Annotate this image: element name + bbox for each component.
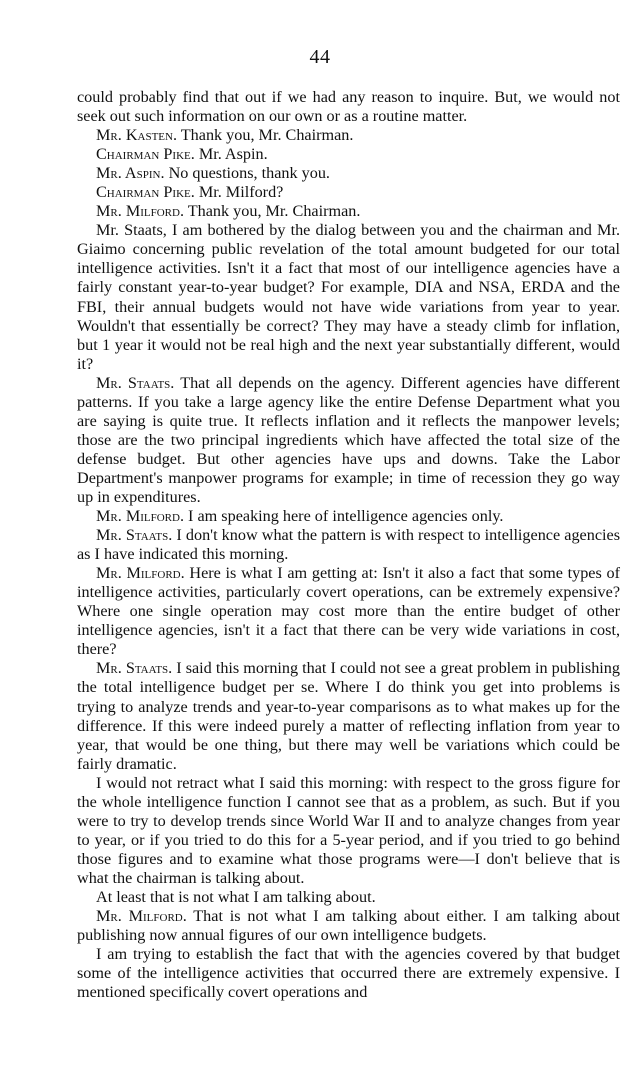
paragraph bbox=[77, 374, 620, 507]
speaker-name: Mr. Milford . bbox=[96, 907, 193, 925]
paragraph bbox=[77, 202, 620, 221]
speaker-name: Mr. Aspin . bbox=[96, 164, 169, 182]
paragraph-text: Thank you, Mr. Chairman. bbox=[180, 126, 354, 145]
paragraph-text: I said this morning that I could not see a great problem in publishing the total intelligence budget per se. Where I do think you get into problems is trying to analyze trends and year-to-year comparisons as to what makes up for the difference. If this were indeed purely a matter of reflecting inflation from year to year, that would be one thing, but there may well be variations which could be fairly dramatic. bbox=[77, 659, 620, 773]
paragraph-text: Mr. Staats, I am bothered by the dialog between you and the chairman and Mr. Giaimo concerning public revelation of the total amount budgeted for our total intelligence activities. Isn't it a fact that most of our intelligence agencies have a fairly constant year-to-year budget? For example, DIA and NSA, ERDA and the FBI, their annual budgets would not have wide variations from year to year. Wouldn't that essentially be correct? They may have a steady climb for inflation, but 1 year it would not be real high and the next year substantially different, would it? bbox=[77, 221, 620, 373]
paragraph bbox=[77, 774, 620, 888]
speaker-name: Mr. Staats . bbox=[96, 526, 176, 544]
paragraph bbox=[77, 221, 620, 373]
paragraph bbox=[77, 145, 620, 164]
paragraph bbox=[77, 526, 620, 564]
paragraph bbox=[77, 126, 620, 145]
paragraph bbox=[77, 164, 620, 183]
speaker-name: Chairman Pike . bbox=[96, 145, 199, 163]
paragraph bbox=[77, 945, 620, 1002]
paragraph bbox=[77, 183, 620, 202]
paragraph-text: I am speaking here of intelligence agencies only. bbox=[188, 507, 504, 526]
paragraph-text: I would not retract what I said this morning: with respect to the gross figure for the whole intelligence function I cannot see that as a problem, as such. But if you were to try to develop trends since World War II and to analyze changes from year to year, or if you tried to do this for a 5-year period, and if you tried to go behind those figures and to examine what those programs were—I don't believe that is what the chairman is talking about. bbox=[77, 773, 620, 887]
page-number: 44 bbox=[309, 46, 331, 68]
paragraph-text: Thank you, Mr. Chairman. bbox=[187, 202, 361, 221]
paragraph-text: could probably find that out if we had any reason to inquire. But, we would not seek out such information on our own or as a routine matter. bbox=[77, 88, 620, 126]
paragraph bbox=[77, 907, 620, 945]
speaker-name: Mr. Milford . bbox=[96, 202, 188, 220]
paragraph-text: No questions, thank you. bbox=[168, 164, 330, 183]
speaker-name: Chairman Pike . bbox=[96, 183, 199, 201]
paragraph-text: Mr. Milford? bbox=[198, 183, 284, 202]
paragraph-text: That is not what I am talking about either. I am talking about publishing now annual figures of our own intelligence budgets. bbox=[77, 907, 620, 945]
paragraph bbox=[77, 888, 620, 907]
paragraph bbox=[77, 88, 620, 126]
paragraph-text: At least that is not what I am talking about. bbox=[96, 887, 376, 906]
paragraph bbox=[77, 564, 620, 659]
paragraph-text: Here is what I am getting at: Isn't it also a fact that some types of intelligence activities, particularly covert operations, can be extremely expensive? Where one single operation may cost more than the entire budget of other intelligence agencies, isn't it a fact that there can be very wide variations in cost, there? bbox=[77, 564, 620, 659]
speaker-name: Mr. Milford . bbox=[96, 507, 188, 525]
speaker-name: Mr. Milford . bbox=[96, 564, 189, 582]
paragraph-text: I am trying to establish the fact that with the agencies covered by that budget some of the intelligence activities that occurred there are extremely expensive. I mentioned specifically covert operations and bbox=[77, 945, 620, 1002]
speaker-name: Mr. Staats . bbox=[96, 374, 180, 392]
paragraph bbox=[77, 507, 620, 526]
paragraph-text: I don't know what the pattern is with respect to intelligence agencies as I have indicated this morning. bbox=[77, 526, 621, 564]
speaker-name: Mr. Staats . bbox=[96, 659, 176, 677]
transcript-body bbox=[77, 88, 620, 1002]
paragraph-text: Mr. Aspin. bbox=[198, 145, 268, 164]
speaker-name: Mr. Kasten . bbox=[96, 126, 181, 144]
paragraph-text: That all depends on the agency. Different agencies have different patterns. If you take a large agency like the entire Defense Department what you are saying is quite true. It reflects inflation and it reflects the manpower levels; those are the two principal ingredients which have affected the total size of the defense budget. But other agencies have ups and downs. Take the Labor Department's manpower programs for example; in time of recession they go way up in expenditures. bbox=[77, 373, 621, 506]
paragraph bbox=[77, 659, 620, 773]
